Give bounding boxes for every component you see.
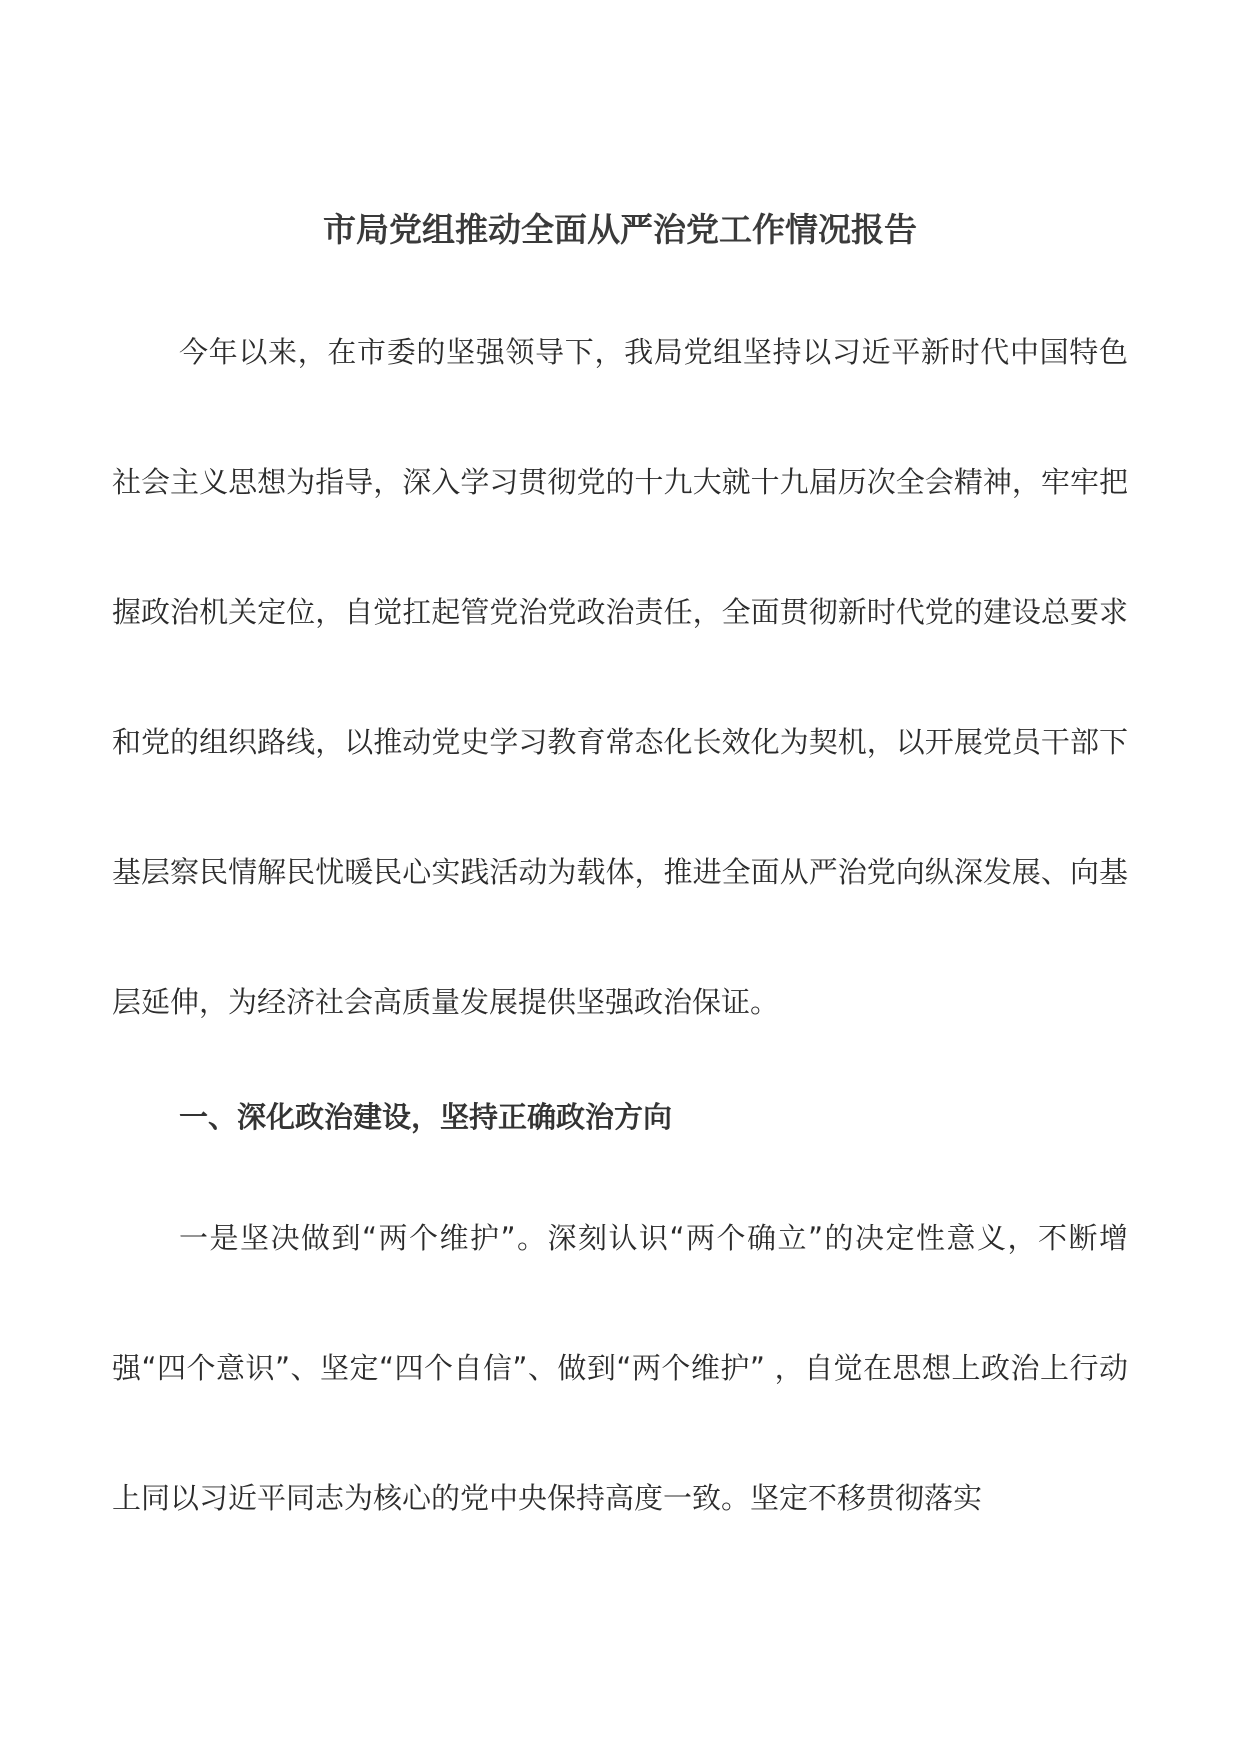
intro-paragraph: 今年以来，在市委的坚强领导下，我局党组坚持以习近平新时代中国特色社会主义思想为指导，深入学习贯彻党的十九大就十九届历次全会精神，牢牢把握政治机关定位，自觉扛起管党治党政治责任，全面贯彻新时代党的建设总要求和党的组织路线，以推动党史学习教育常态化长效化为契机，以开展党员干部下基层察民情解民忧暖民心实践活动为载体，推进全面从严治党向纵深发展、向基层延伸，为经济社会高质量发展提供坚强政治保证。 — [112, 335, 1128, 1019]
section-heading: 一、深化政治建设，坚持正确政治方向 — [179, 1100, 673, 1134]
document-title: 市局党组推动全面从严治党工作情况报告 — [323, 210, 917, 249]
section-paragraph: 一是坚决做到“两个维护”。深刻认识“两个确立”的决定性意义，不断增强“四个意识”、坚定“四个自信”、做到“两个维护” ，自觉在思想上政治上行动上同以习近平同志为核心的党中央保持高度一致。坚定不移贯彻落实 — [112, 1221, 1128, 1515]
